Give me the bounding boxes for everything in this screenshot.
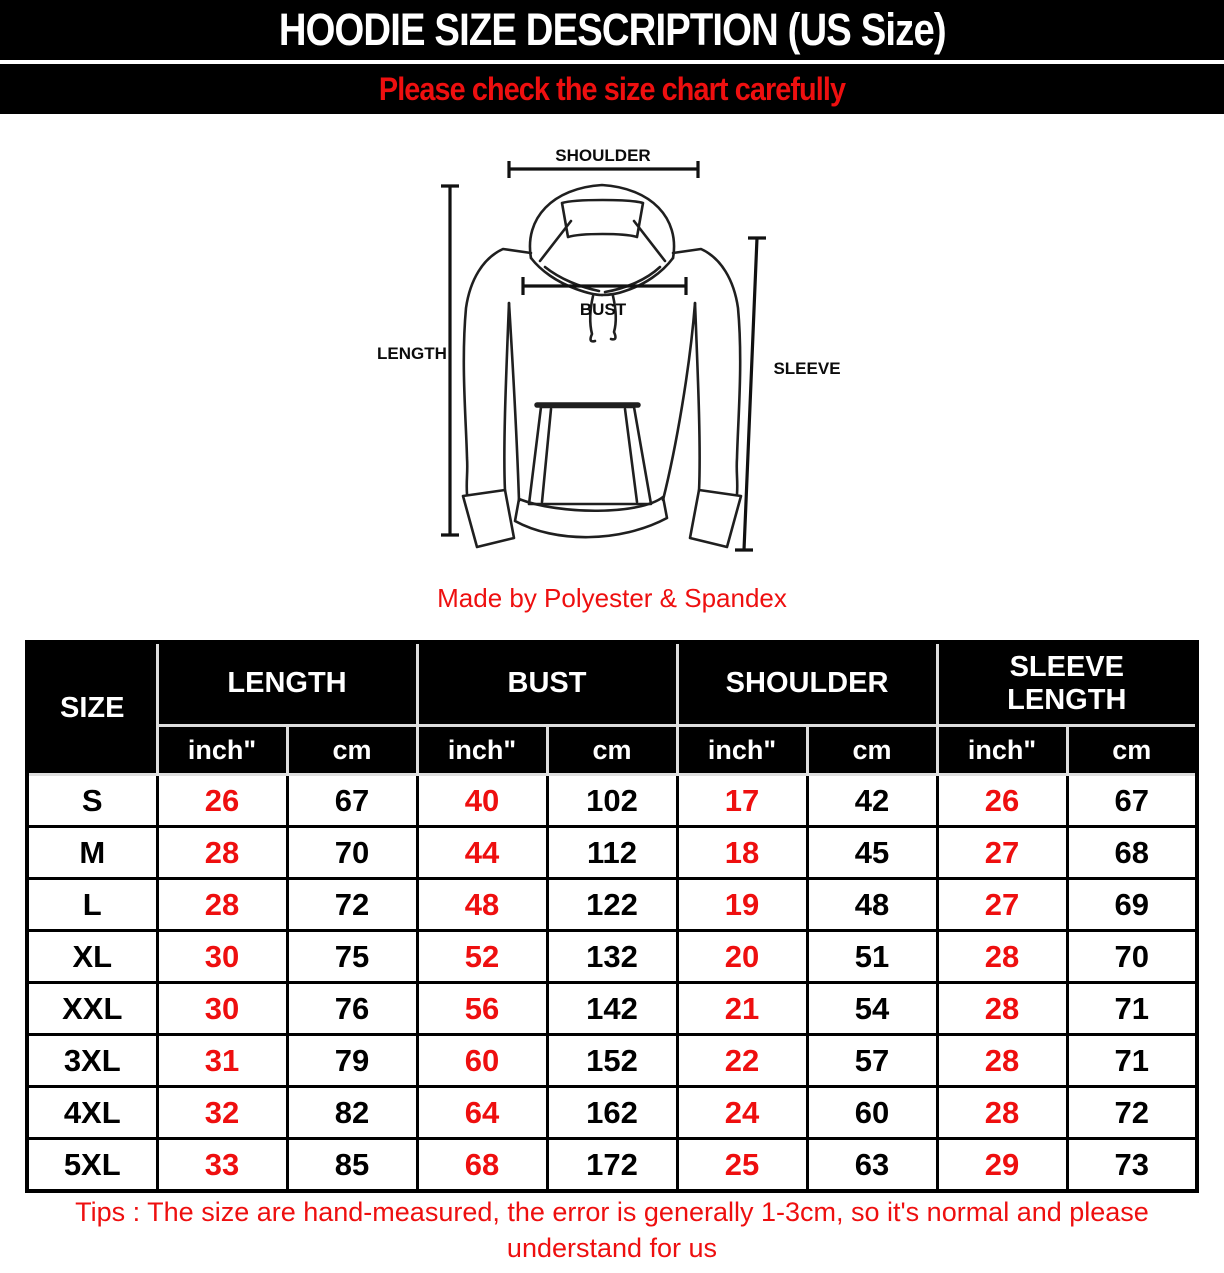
inch-value: 44 [417,827,547,879]
cm-value: 75 [287,931,417,983]
cm-value: 72 [1067,1087,1197,1139]
size-label: M [27,827,157,879]
size-label: 5XL [27,1139,157,1192]
group-header-bust-label: BUST [507,667,587,700]
inch-value: 28 [937,1087,1067,1139]
cm-value: 71 [1067,983,1197,1035]
unit-header-cm: cm [287,726,417,775]
size-row-s [27,775,1197,827]
inch-value: 56 [417,983,547,1035]
group-header-length [157,642,417,726]
inch-value: 64 [417,1087,547,1139]
inch-value: 40 [417,775,547,827]
inch-value: 17 [677,775,807,827]
length-label: LENGTH [377,344,447,363]
size-row-l [27,879,1197,931]
size-label: 4XL [27,1087,157,1139]
inch-value: 26 [937,775,1067,827]
cm-value: 172 [547,1139,677,1192]
group-header-sleeve-length [937,642,1197,726]
cm-value: 42 [807,775,937,827]
cm-value: 122 [547,879,677,931]
cm-value: 152 [547,1035,677,1087]
inch-value: 24 [677,1087,807,1139]
unit-header-cm: cm [547,726,677,775]
cm-value: 132 [547,931,677,983]
cm-value: 70 [1067,931,1197,983]
size-row-xxl [27,983,1197,1035]
inch-value: 28 [937,931,1067,983]
shoulder-label: SHOULDER [555,146,651,165]
cm-value: 51 [807,931,937,983]
inch-value: 18 [677,827,807,879]
unit-header-inch: inch" [157,726,287,775]
cm-value: 70 [287,827,417,879]
cm-value: 48 [807,879,937,931]
group-header-bust [417,642,677,726]
hoodie-sketch-icon [463,185,741,547]
cm-value: 72 [287,879,417,931]
group-header-shoulder [677,642,937,726]
inch-value: 27 [937,827,1067,879]
tips-line-1: Tips : The size are hand-measured, the error is generally 1-3cm, so it's normal and please [75,1197,1149,1227]
size-table-body [27,775,1197,1192]
unit-header-inch: inch" [677,726,807,775]
unit-header-cm: cm [1067,726,1197,775]
size-row-xl [27,931,1197,983]
size-row-3xl [27,1035,1197,1087]
page-subtitle: Please check the size chart carefully [378,70,846,107]
inch-value: 22 [677,1035,807,1087]
unit-header-cm: cm [807,726,937,775]
group-header-shoulder-label: SHOULDER [725,667,889,700]
inch-value: 48 [417,879,547,931]
cm-value: 79 [287,1035,417,1087]
sleeve-label: SLEEVE [773,359,841,378]
inch-value: 19 [677,879,807,931]
inch-value: 33 [157,1139,287,1192]
inch-value: 20 [677,931,807,983]
bust-label: BUST [579,300,627,319]
cm-value: 69 [1067,879,1197,931]
cm-value: 102 [547,775,677,827]
cm-value: 73 [1067,1139,1197,1192]
size-row-5xl [27,1139,1197,1192]
size-row-m [27,827,1197,879]
title-bar [0,0,1224,60]
inch-value: 28 [937,1035,1067,1087]
inch-value: 26 [157,775,287,827]
size-row-4xl [27,1087,1197,1139]
inch-value: 28 [157,827,287,879]
unit-header-inch: inch" [937,726,1067,775]
subtitle-bar [0,64,1224,114]
cm-value: 63 [807,1139,937,1192]
inch-value: 68 [417,1139,547,1192]
inch-value: 30 [157,931,287,983]
cm-value: 162 [547,1087,677,1139]
cm-value: 142 [547,983,677,1035]
group-header-sleeve-length-label: SLEEVE LENGTH [1007,650,1127,716]
size-chart-table [25,640,1199,1193]
cm-value: 71 [1067,1035,1197,1087]
size-column-header: SIZE [27,642,157,775]
material-note: Made by Polyester & Spandex [437,583,787,613]
group-header-row [27,642,1197,726]
cm-value: 68 [1067,827,1197,879]
cm-value: 60 [807,1087,937,1139]
cm-value: 112 [547,827,677,879]
size-label: S [27,775,157,827]
size-label: L [27,879,157,931]
inch-value: 29 [937,1139,1067,1192]
cm-value: 67 [287,775,417,827]
cm-value: 67 [1067,775,1197,827]
size-label: 3XL [27,1035,157,1087]
cm-value: 57 [807,1035,937,1087]
inch-value: 32 [157,1087,287,1139]
inch-value: 27 [937,879,1067,931]
inch-value: 31 [157,1035,287,1087]
size-label: XL [27,931,157,983]
cm-value: 54 [807,983,937,1035]
group-header-length-label: LENGTH [227,667,347,700]
inch-value: 60 [417,1035,547,1087]
cm-value: 45 [807,827,937,879]
unit-header-row [27,726,1197,775]
cm-value: 82 [287,1087,417,1139]
cm-value: 85 [287,1139,417,1192]
hoodie-diagram [0,118,1224,618]
inch-value: 25 [677,1139,807,1192]
cm-value: 76 [287,983,417,1035]
inch-value: 28 [157,879,287,931]
inch-value: 21 [677,983,807,1035]
inch-value: 30 [157,983,287,1035]
inch-value: 52 [417,931,547,983]
tips-line-2: understand for us [506,1233,718,1263]
size-label: XXL [27,983,157,1035]
unit-header-inch: inch" [417,726,547,775]
page-title: HOODIE SIZE DESCRIPTION (US Size) [278,4,946,55]
inch-value: 28 [937,983,1067,1035]
